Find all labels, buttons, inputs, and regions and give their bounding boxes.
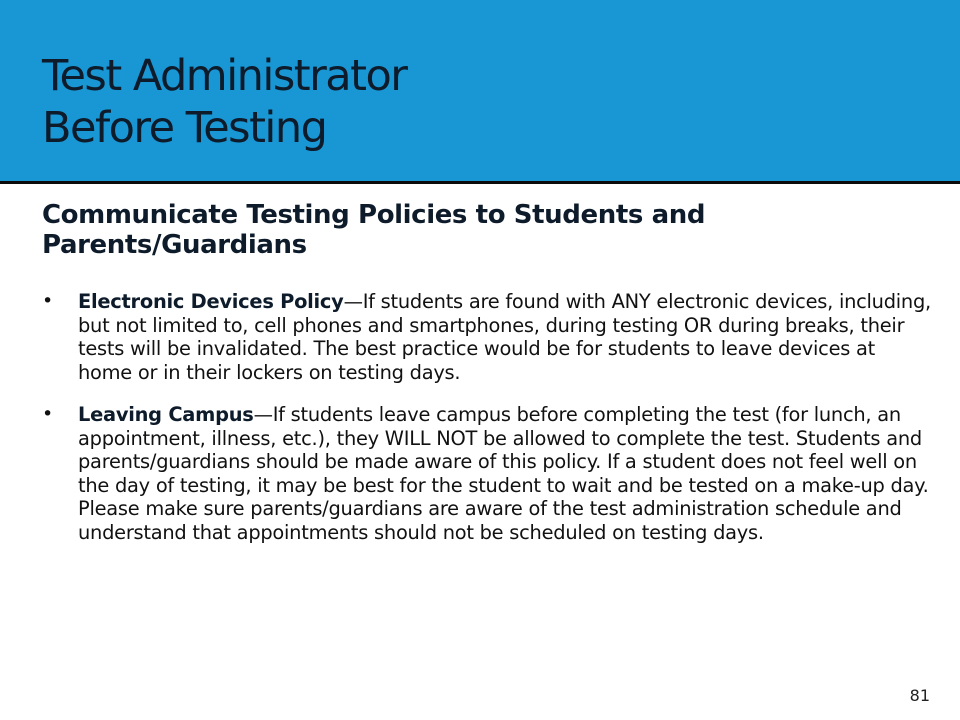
page-number: 81 xyxy=(909,686,930,705)
bullet-item-electronic-devices xyxy=(42,290,932,384)
bullet-body-text: If students are found with ANY electronic devices, including, but not limited to, cell phones and smartphones, during testing OR during breaks, their tests will be invalidated. The best practice would be for students to leave devices at home or in their lockers on testing days. xyxy=(78,290,931,384)
slide-title-line-1: Test Administrator xyxy=(42,51,407,101)
slide-title xyxy=(42,50,406,154)
bullet-list xyxy=(42,290,932,544)
bullet-lead-label: Leaving Campus xyxy=(78,403,254,426)
em-dash: — xyxy=(343,290,363,313)
section-heading: Communicate Testing Policies to Students and Parents/Guardians xyxy=(42,200,706,260)
bullet-marker: • xyxy=(42,403,53,425)
title-banner xyxy=(0,0,960,184)
bullet-lead-label: Electronic Devices Policy xyxy=(78,290,344,313)
bullet-body-text: If students leave campus before completing the test (for lunch, an appointment, illness, etc.), they WILL NOT be allowed to complete the test. Students and parents/guardians should be made aware of this policy. If a student does not feel well on the day of testing, it may be best for the student to wait and be tested on a make-up day. Please make sure parents/guardians are aware of the test administration schedule and understand that appointments should not be scheduled on testing days. xyxy=(78,403,929,544)
em-dash: — xyxy=(253,403,273,426)
bullet-item-leaving-campus xyxy=(42,403,932,544)
slide-title-line-2: Before Testing xyxy=(42,103,327,153)
bullet-marker: • xyxy=(42,290,53,312)
